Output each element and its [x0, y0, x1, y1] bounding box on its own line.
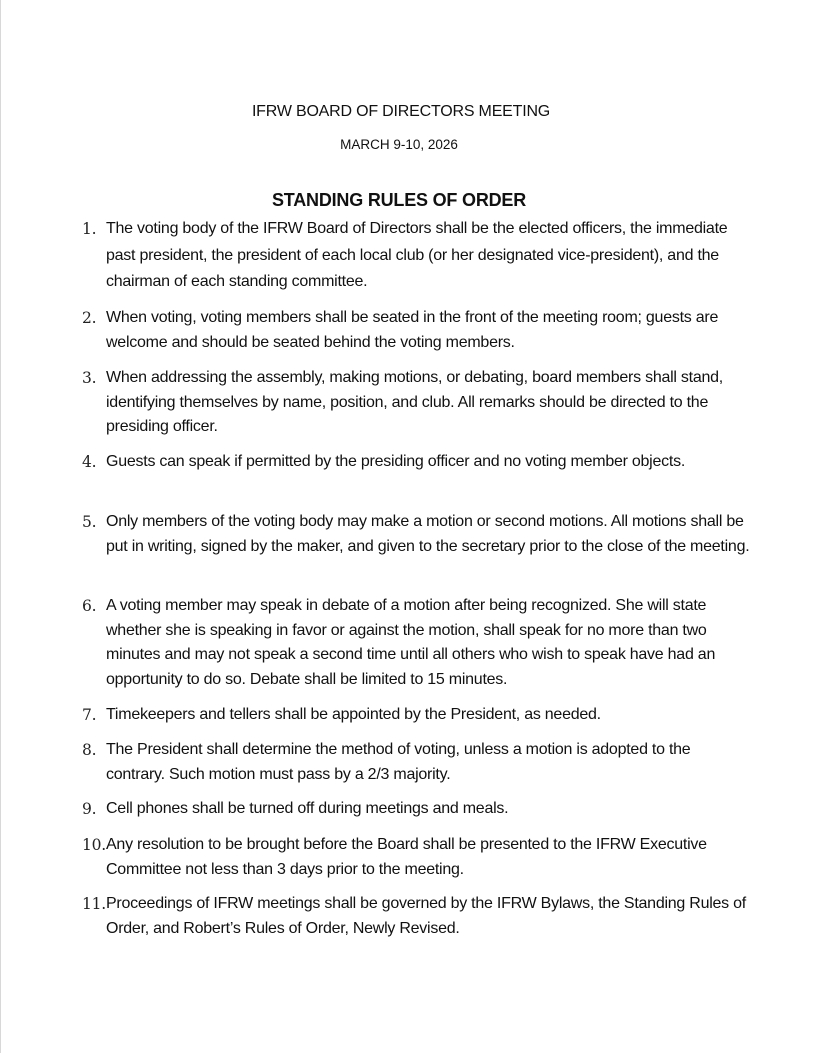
rule-text: A voting member may speak in debate of a motion after being recognized. She will state whether she is speaking in favor or against the motion, shall speak for no more than two minutes and may not speak a second time until all others who wish to speak have had an opportunity to do so. Debate shall be limited to 15 minutes.: [106, 597, 716, 688]
rule-number: 6.: [82, 597, 97, 615]
rule-number: 11.: [82, 895, 106, 913]
rule-number: 4.: [82, 453, 97, 471]
rule-number: 8.: [82, 741, 97, 759]
rule-text: When addressing the assembly, making motions, or debating, board members shall stand, identifying themselves by name, position, and club. All remarks should be directed to the presiding officer.: [106, 369, 723, 435]
rule-number: 3.: [82, 369, 97, 387]
rule-text: The President shall determine the method of voting, unless a motion is adopted to the contrary. Such motion must pass by a 2/3 majority.: [106, 741, 691, 783]
rule-number: 9.: [82, 800, 97, 818]
rule-number: 5.: [82, 513, 97, 531]
rule-text: Proceedings of IFRW meetings shall be governed by the IFRW Bylaws, the Standing Rules of Order, and Robert’s Rules of Order, Newly Revised.: [106, 895, 746, 937]
rule-text: Cell phones shall be turned off during meetings and meals.: [106, 800, 509, 817]
rule-text: Timekeepers and tellers shall be appointed by the President, as needed.: [106, 706, 601, 723]
rule-item: [82, 510, 752, 559]
rule-text: When voting, voting members shall be seated in the front of the meeting room; guests are welcome and should be seated behind the voting members.: [106, 309, 719, 351]
rule-item: [82, 216, 752, 296]
rule-text: The voting body of the IFRW Board of Directors shall be the elected officers, the immediate past president, the president of each local club (or her designated vice-president), and the chairman of each standing committee.: [106, 220, 728, 290]
rule-item: [82, 703, 752, 728]
meeting-dates: MARCH 9-10, 2026: [340, 137, 458, 152]
rule-item: [82, 366, 752, 440]
rule-number: 7.: [82, 706, 97, 724]
page-title: STANDING RULES OF ORDER: [271, 190, 527, 210]
rule-item: [82, 797, 752, 822]
rule-item: [82, 594, 752, 692]
rule-text: Guests can speak if permitted by the presiding officer and no voting member objects.: [106, 453, 686, 470]
rule-number: 1.: [82, 220, 97, 238]
rule-text: Any resolution to be brought before the Board shall be presented to the IFRW Executive Committee not less than 3 days prior to the meeting.: [106, 836, 707, 878]
meeting-title: IFRW BOARD OF DIRECTORS MEETING: [251, 103, 551, 120]
rule-number: 10.: [82, 836, 106, 854]
rule-number: 2.: [82, 309, 97, 327]
rule-item: [82, 450, 752, 475]
rule-item: [82, 738, 752, 787]
rule-text: Only members of the voting body may make a motion or second motions. All motions shall be put in writing, signed by the maker, and given to the secretary prior to the close of the meeting.: [106, 513, 750, 555]
rule-item: [82, 833, 752, 882]
rule-item: [82, 306, 752, 355]
rule-item: [82, 892, 752, 941]
